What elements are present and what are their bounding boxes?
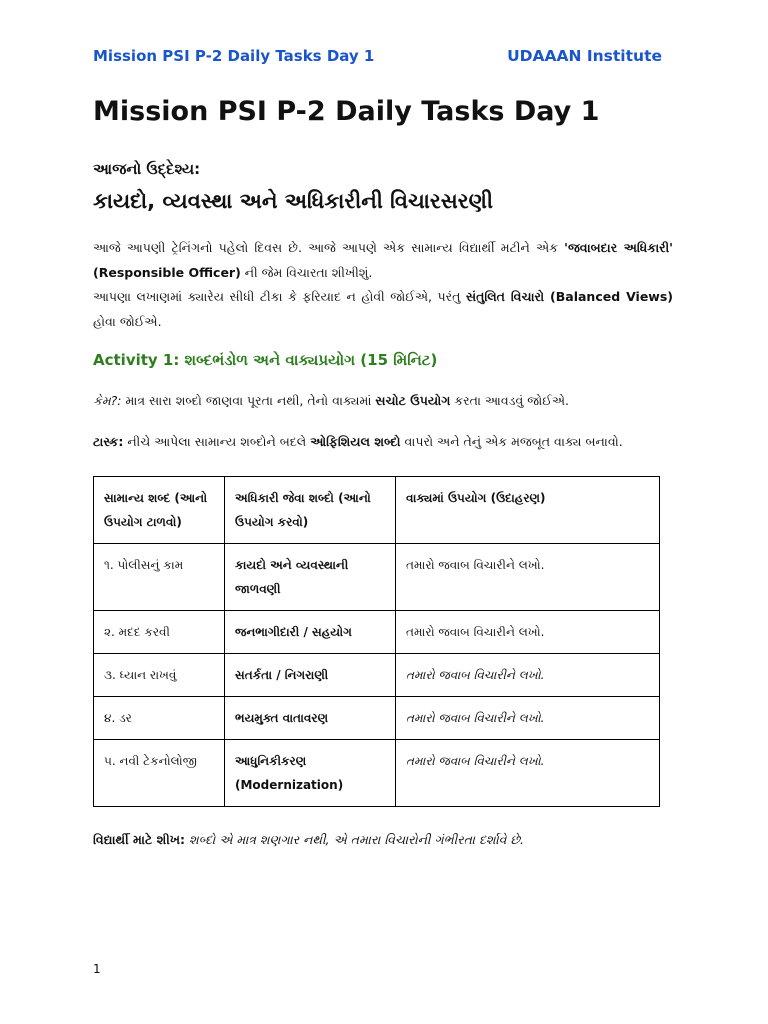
intro-paragraph-2 <box>93 285 673 334</box>
why-text-a: માત્ર સારા શબ્દો જાણવા પૂરતા નથી, તેનો વાક્યમાં <box>121 393 376 408</box>
table-row <box>94 740 660 807</box>
intro-p1-bold: 'જવાબદાર અધિકારી' (Responsible Officer) <box>93 240 673 280</box>
task-text-a: નીચે આપેલા સામાન્ય શબ્દોને બદલે <box>123 434 311 449</box>
task-bold: ઓફિશિયલ શબ્દો <box>310 434 401 449</box>
cell-example: તમારો જવાબ વિચારીને લખો. <box>396 654 660 697</box>
cell-official: કાયદો અને વ્યવસ્થાની જાળવણી <box>225 544 396 611</box>
cell-official: સતર્કતા / નિગરાણી <box>225 654 396 697</box>
objective-label: આજનો ઉદ્દેશ્ય: <box>93 160 201 178</box>
header-institute-name: UDAAAN Institute <box>507 47 662 65</box>
cell-example: તમારો જવાબ વિચારીને લખો. <box>396 740 660 807</box>
table-header-common: સામાન્ય શબ્દ (આનો ઉપયોગ ટાળવો) <box>94 477 225 544</box>
objective-title: કાયદો, વ્યવસ્થા અને અધિકારીની વિચારસરણી <box>93 189 493 213</box>
vocabulary-table <box>93 476 660 807</box>
cell-common: ૫. નવી ટેકનોલોજી <box>94 740 225 807</box>
intro-p2-bold: સંતુલિત વિચારો (Balanced Views) <box>465 289 673 304</box>
table-header-official: અધિકારી જેવા શબ્દો (આનો ઉપયોગ કરવો) <box>225 477 396 544</box>
intro-p2-text-a: આપણા લખાણમાં ક્યારેય સીધી ટીકા કે ફરિયાદ ન હોવી જોઈએ, પરંતુ <box>93 289 466 304</box>
cell-common: ૩. ધ્યાન રાખવું <box>94 654 225 697</box>
page-title: Mission PSI P-2 Daily Tasks Day 1 <box>93 96 600 127</box>
intro-p1-text-c: ની જેમ વિચારતા શીખીશું. <box>240 264 373 280</box>
intro-paragraph-1 <box>93 236 673 285</box>
activity-task <box>93 434 673 450</box>
page-number: 1 <box>93 962 101 976</box>
activity-heading: Activity 1: શબ્દભંડોળ અને વાક્યપ્રયોગ (15 મિનિટ) <box>93 351 438 369</box>
cell-common: ૪. ડર <box>94 697 225 740</box>
student-tip <box>93 832 524 848</box>
intro-section <box>93 236 673 334</box>
task-lead: ટાસ્ક: <box>93 434 124 449</box>
table-row <box>94 611 660 654</box>
tip-lead: વિદ્યાર્થી માટે શીખ: <box>93 832 186 847</box>
activity-why <box>93 393 673 409</box>
table-row <box>94 544 660 611</box>
table-header-example: વાક્યમાં ઉપયોગ (ઉદાહરણ) <box>396 477 660 544</box>
tip-body: શબ્દો એ માત્ર શણગાર નથી, એ તમારા વિચારોની ગંભીરતા દર્શાવે છે. <box>185 832 525 847</box>
table-header-row <box>94 477 660 544</box>
cell-official: જનભાગીદારી / સહયોગ <box>225 611 396 654</box>
cell-common: ૨. મદદ કરવી <box>94 611 225 654</box>
why-bold: સચોટ ઉપયોગ <box>375 393 451 408</box>
task-text-c: વાપરો અને તેનું એક મજબૂત વાક્ય બનાવો. <box>400 434 623 449</box>
why-text-c: કરતા આવડવું જોઈએ. <box>450 393 570 408</box>
cell-official: આધુનિકીકરણ (Modernization) <box>225 740 396 807</box>
cell-example: તમારો જવાબ વિચારીને લખો. <box>396 544 660 611</box>
table-row <box>94 654 660 697</box>
cell-example: તમારો જવાબ વિચારીને લખો. <box>396 611 660 654</box>
intro-p1-text-a: આજે આપણી ટ્રેનિંગનો પહેલો દિવસ છે. આજે આપણે એક સામાન્ય વિદ્યાર્થી મટીને એક <box>93 240 565 255</box>
header-doc-title: Mission PSI P-2 Daily Tasks Day 1 <box>93 47 375 65</box>
cell-official: ભયમુક્ત વાતાવરણ <box>225 697 396 740</box>
intro-p2-text-c: હોવા જોઈએ. <box>93 313 162 329</box>
why-lead: કેમ?: <box>93 393 122 408</box>
cell-example: તમારો જવાબ વિચારીને લખો. <box>396 697 660 740</box>
table-row <box>94 697 660 740</box>
cell-common: ૧. પોલીસનું કામ <box>94 544 225 611</box>
